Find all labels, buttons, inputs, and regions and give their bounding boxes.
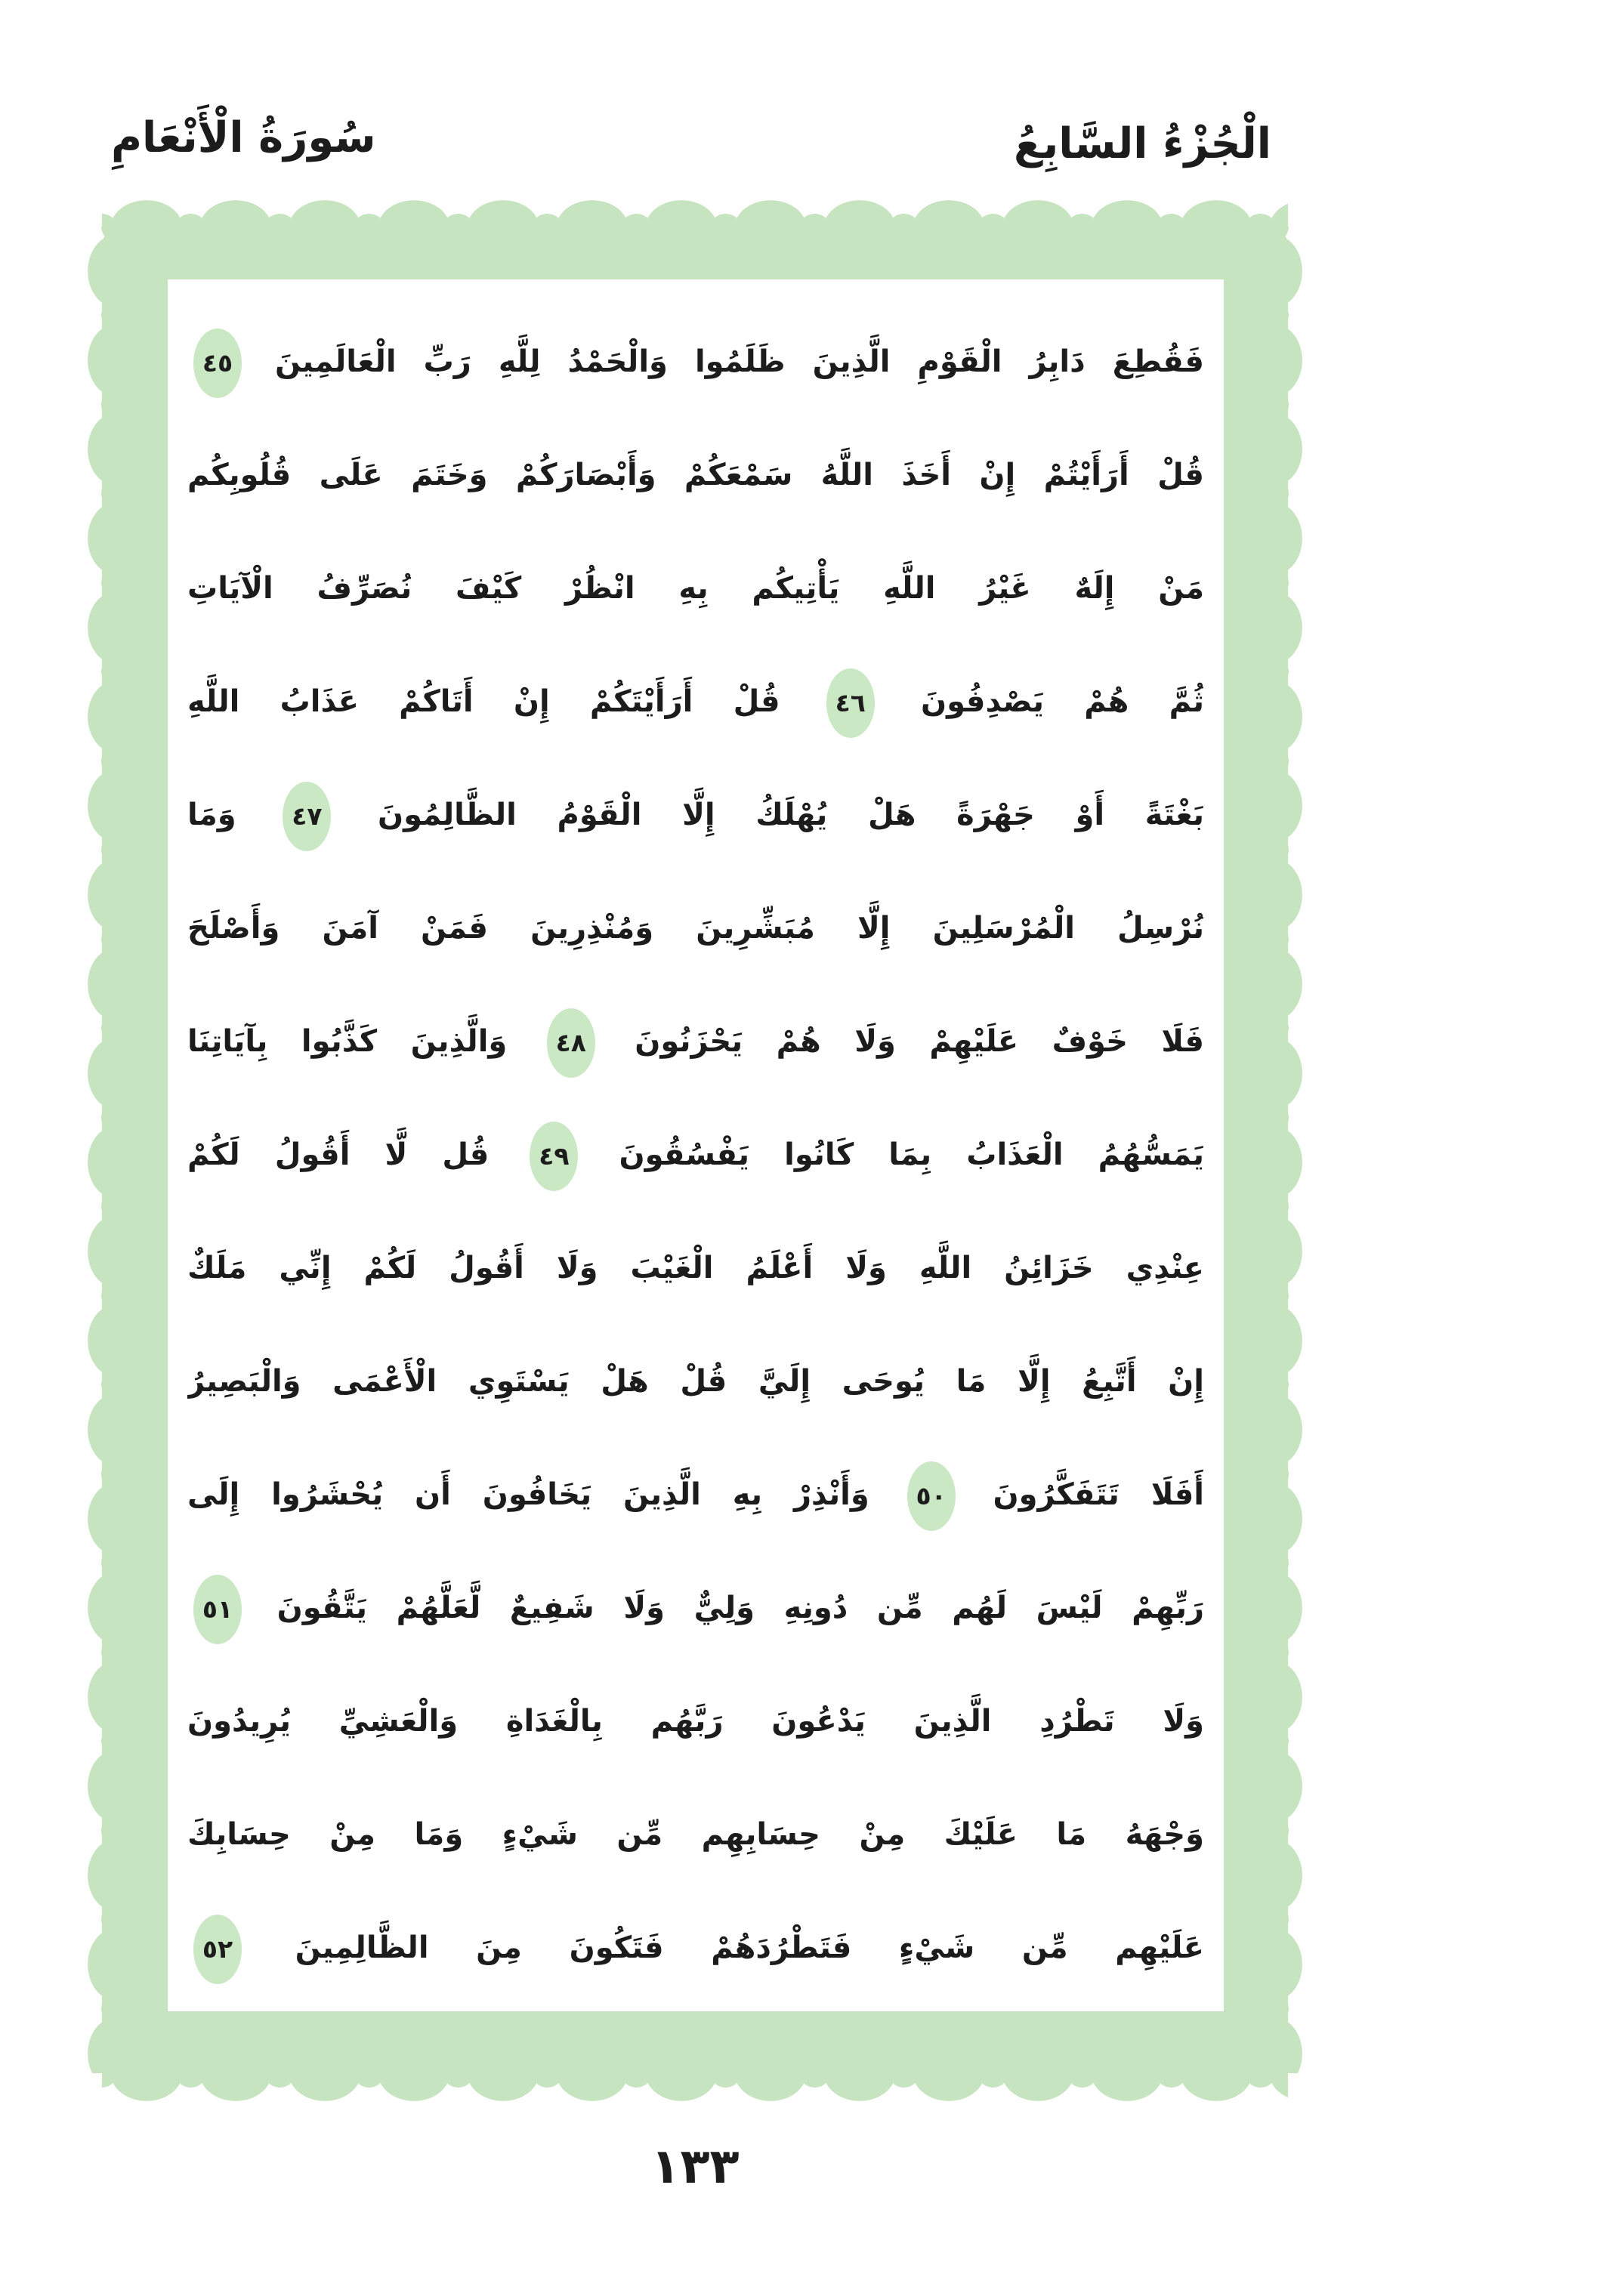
quran-line: بَغْتَةً أَوْ جَهْرَةً هَلْ يُهْلَكُ إِلَّا الْقَوْمُ الظَّالِمُونَ ٤٧ وَمَا [187,758,1204,872]
quran-line: يَمَسُّهُمُ الْعَذَابُ بِمَا كَانُوا يَفْسُقُونَ ٤٩ قُل لَّا أَقُولُ لَكُمْ [187,1098,1204,1211]
quran-line: مَنْ إِلَهٌ غَيْرُ اللَّهِ يَأْتِيكُم بِهِ انْظُرْ كَيْفَ نُصَرِّفُ الْآيَاتِ [187,571,1204,606]
ayah-marker: ٤٩ [530,1122,578,1191]
quran-text-area [168,279,1224,2011]
page-number: ١٣٣ [650,2139,740,2195]
ayah-marker: ٤٧ [283,782,331,851]
ayah-marker: ٤٥ [193,329,242,398]
ayah-marker: ٤٦ [826,668,875,738]
juz-title: الْجُزْءُ السَّابِعُ [1013,119,1271,168]
quran-line: وَلَا تَطْرُدِ الَّذِينَ يَدْعُونَ رَبَّهُم بِالْغَدَاةِ وَالْعَشِيِّ يُرِيدُونَ [187,1704,1204,1739]
quran-line: ثُمَّ هُمْ يَصْدِفُونَ ٤٦ قُلْ أَرَأَيْتَكُمْ إِنْ أَتَاكُمْ عَذَابُ اللَّهِ [187,645,1204,758]
ayah-marker: ٤٨ [547,1008,595,1078]
quran-line: رَبِّهِمْ لَيْسَ لَهُم مِّن دُونِهِ وَلِيٌّ وَلَا شَفِيعٌ لَّعَلَّهُمْ يَتَّقُونَ ٥١ [187,1551,1204,1665]
ayah-marker: ٥٠ [907,1461,956,1531]
quran-line: أَفَلَا تَتَفَكَّرُونَ ٥٠ وَأَنْذِرْ بِهِ الَّذِينَ يَخَافُونَ أَن يُحْشَرُوا إِلَى [187,1438,1204,1551]
ayah-marker: ٥٢ [193,1915,242,1984]
quran-line: إِنْ أَتَّبِعُ إِلَّا مَا يُوحَى إِلَيَّ قُلْ هَلْ يَسْتَوِي الْأَعْمَى وَالْبَصِيرُ [187,1364,1204,1399]
frame-scallops-top [102,200,1288,228]
ayah-marker: ٥١ [193,1575,242,1644]
quran-line: فَقُطِعَ دَابِرُ الْقَوْمِ الَّذِينَ ظَلَمُوا وَالْحَمْدُ لِلَّهِ رَبِّ الْعَالَمِينَ ٤٥ [187,305,1204,418]
frame-scallops-bottom [102,2072,1288,2101]
quran-line: عَلَيْهِم مِّن شَيْءٍ فَتَطْرُدَهُمْ فَتَكُونَ مِنَ الظَّالِمِينَ ٥٢ [187,1891,1204,2004]
quran-line: قُلْ أَرَأَيْتُمْ إِنْ أَخَذَ اللَّهُ سَمْعَكُمْ وَأَبْصَارَكُمْ وَخَتَمَ عَلَى قُلُوبِكُم [187,458,1204,492]
quran-line: وَجْهَهُ مَا عَلَيْكَ مِنْ حِسَابِهِم مِّن شَيْءٍ وَمَا مِنْ حِسَابِكَ [187,1817,1204,1852]
quran-line: فَلَا خَوْفٌ عَلَيْهِمْ وَلَا هُمْ يَحْزَنُونَ ٤٨ وَالَّذِينَ كَذَّبُوا بِآيَاتِنَا [187,985,1204,1098]
quran-line: نُرْسِلُ الْمُرْسَلِينَ إِلَّا مُبَشِّرِينَ وَمُنْذِرِينَ فَمَنْ آمَنَ وَأَصْلَحَ [187,911,1204,946]
surah-title: سُورَةُ الْأَنْعَامِ [111,113,376,162]
quran-line: عِنْدِي خَزَائِنُ اللَّهِ وَلَا أَعْلَمُ الْغَيْبَ وَلَا أَقُولُ لَكُمْ إِنِّي مَلَكٌ [187,1251,1204,1285]
